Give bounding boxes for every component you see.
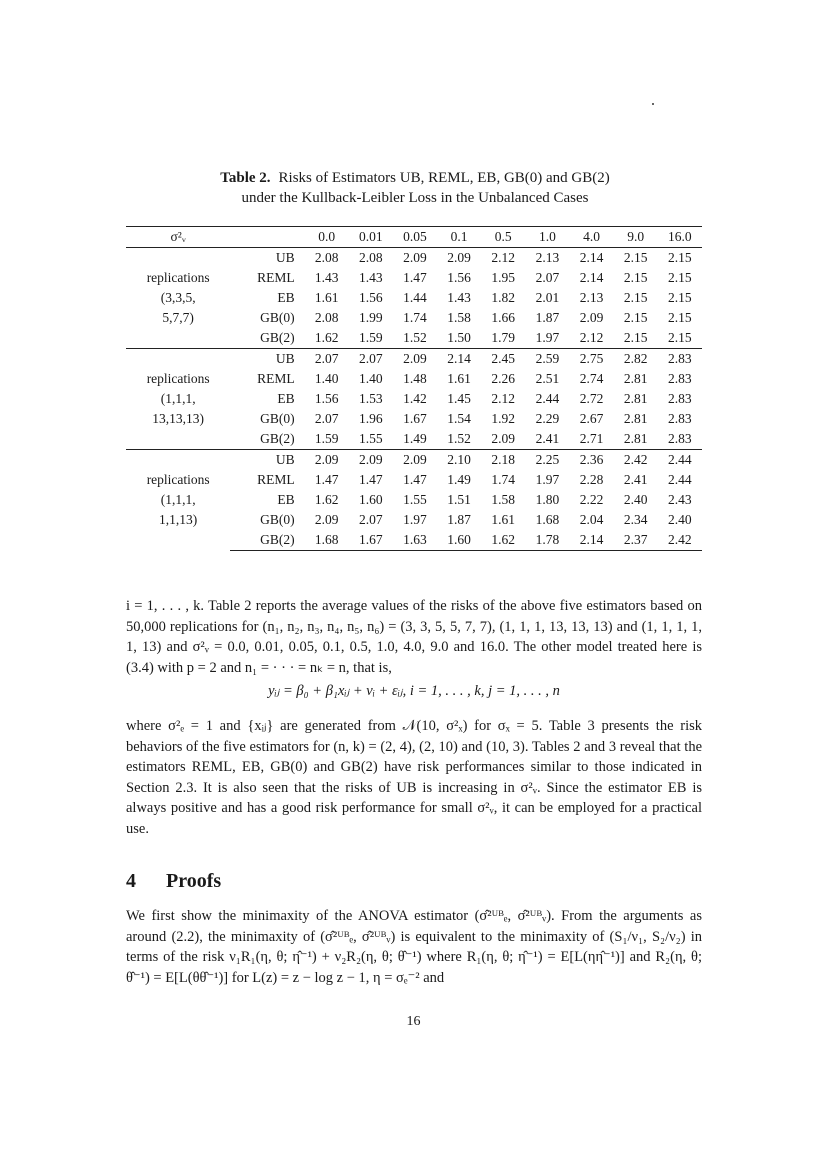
value-cell: 1.95	[491, 270, 516, 285]
group-label	[126, 450, 230, 551]
value-cell: 1.47	[359, 472, 383, 487]
value-cell: 2.25	[525, 450, 569, 471]
value-cell: 1.43	[359, 270, 383, 285]
value-cell: 1.56	[359, 290, 383, 305]
value-cell: 1.96	[359, 411, 383, 426]
value-cell: 2.07	[314, 411, 339, 426]
value-cell: 2.09	[393, 349, 437, 370]
value-cell: 2.15	[614, 248, 658, 269]
column-header: 0.01	[349, 227, 393, 248]
value-cell: 1.97	[403, 512, 427, 527]
model-equation: yᵢⱼ = β₀ + β₁xᵢⱼ + vᵢ + εᵢⱼ, i = 1, . . . , k, j = 1, . . . , n	[268, 683, 560, 699]
value-cell: 2.09	[314, 512, 339, 527]
value-cell: 2.83	[668, 411, 692, 426]
value-cell: 1.78	[525, 530, 569, 551]
value-cell: 2.22	[579, 492, 604, 507]
group-label	[126, 349, 230, 450]
value-cell: 2.29	[535, 411, 560, 426]
estimator-header	[230, 227, 304, 248]
table-row	[126, 349, 702, 370]
column-header: 1.0	[525, 227, 569, 248]
value-cell: 1.60	[437, 530, 481, 551]
value-cell: 1.62	[314, 330, 339, 345]
value-cell: 2.07	[535, 270, 560, 285]
value-cell: 2.13	[579, 290, 604, 305]
estimator-cell: GB(2)	[260, 431, 295, 446]
value-cell: 2.75	[569, 349, 613, 370]
value-cell: 2.36	[569, 450, 613, 471]
estimator-cell: UB	[230, 349, 304, 370]
column-header: 4.0	[569, 227, 613, 248]
value-cell: 2.59	[525, 349, 569, 370]
group-label-line: (1,1,1,	[160, 391, 196, 406]
value-cell: 2.44	[668, 472, 692, 487]
table-header-row	[126, 227, 702, 248]
column-header: 0.0	[305, 227, 349, 248]
estimator-cell: REML	[257, 371, 295, 386]
value-cell: 2.26	[491, 371, 516, 386]
value-cell: 1.56	[314, 391, 339, 406]
value-cell: 1.87	[535, 310, 560, 325]
value-cell: 2.15	[658, 248, 702, 269]
estimator-cell: UB	[230, 248, 304, 269]
group-label-line: 13,13,13)	[152, 411, 205, 426]
value-cell: 1.42	[403, 391, 427, 406]
caption-line-2: under the Kullback-Leibler Loss in the Unbalanced Cases	[241, 190, 589, 206]
group-label	[126, 248, 230, 349]
value-cell: 1.51	[447, 492, 471, 507]
paragraph-1: i = 1, . . . , k. Table 2 reports the average values of the risks of the above five estimators based on 50,000 replications for (n₁, n₂, n₃, n₄, n₅, n₆) = (3, 3, 5, 5, 7, 7), (1, 1, 1, 13, 13, 13) and (1, 1, 1, 1, 1, 13) and σ²ᵥ = 0.0, 0.01, 0.05, 0.1, 0.5, 1.0, 4.0, 9.0 and 16.0. The other model treated here is (3.4) with p = 2 and n₁ = · · · = nₖ = n, that is,	[126, 598, 702, 676]
paragraph-2: where σ²ₑ = 1 and {xᵢⱼ} are generated from 𝒩(10, σ²ₓ) for σₓ = 5. Table 3 presents the risk behaviors of the five estimators for (n, k) = (2, 4), (2, 10) and (10, 3). Tables 2 and 3 reveal that the estimators REML, EB, GB(0) and GB(2) have risk performances similar to those indicated in Section 2.3. It is also seen that the risks of UB is increasing in σ²ᵥ. Since the estimator EB is always positive and has a good risk performance for small σ²ᵥ, it can be employed for a practical use.	[126, 718, 702, 837]
estimator-cell: GB(2)	[260, 330, 295, 345]
value-cell: 2.12	[491, 391, 516, 406]
value-cell: 2.15	[668, 270, 692, 285]
value-cell: 2.41	[535, 431, 560, 446]
value-cell: 1.61	[447, 371, 471, 386]
estimator-cell: EB	[277, 391, 295, 406]
value-cell: 1.40	[314, 371, 339, 386]
value-cell: 1.61	[491, 512, 516, 527]
value-cell: 1.52	[403, 330, 427, 345]
value-cell: 2.81	[623, 411, 648, 426]
value-cell: 1.47	[403, 472, 427, 487]
value-cell: 2.81	[623, 391, 648, 406]
group-label-line: 1,1,13)	[159, 512, 198, 528]
value-cell: 2.44	[535, 391, 560, 406]
value-cell: 2.34	[623, 512, 648, 527]
value-cell: 2.10	[437, 450, 481, 471]
value-cell: 1.63	[393, 530, 437, 551]
table-row	[126, 450, 702, 471]
value-cell: 1.99	[359, 310, 383, 325]
value-cell: 2.14	[579, 270, 604, 285]
value-cell: 1.49	[403, 431, 427, 446]
value-cell: 2.09	[349, 450, 393, 471]
table-row	[126, 248, 702, 269]
estimator-cell: UB	[230, 450, 304, 471]
value-cell: 1.68	[535, 512, 560, 527]
value-cell: 2.15	[623, 330, 648, 345]
value-cell: 1.40	[359, 371, 383, 386]
section-number: 4	[126, 870, 136, 892]
value-cell: 2.09	[579, 310, 604, 325]
value-cell: 1.43	[447, 290, 471, 305]
estimator-cell: GB(0)	[260, 512, 295, 527]
value-cell: 1.55	[403, 492, 427, 507]
value-cell: 2.09	[393, 248, 437, 269]
value-cell: 2.15	[623, 270, 648, 285]
caption-line-1: Risks of Estimators UB, REML, EB, GB(0) and GB(2)	[278, 170, 610, 186]
value-cell: 1.50	[447, 330, 471, 345]
value-cell: 2.14	[437, 349, 481, 370]
value-cell: 2.45	[481, 349, 525, 370]
value-cell: 2.09	[437, 248, 481, 269]
value-cell: 1.62	[481, 530, 525, 551]
value-cell: 2.08	[314, 310, 339, 325]
value-cell: 1.74	[403, 310, 427, 325]
value-cell: 2.40	[623, 492, 648, 507]
value-cell: 2.04	[579, 512, 604, 527]
value-cell: 2.12	[481, 248, 525, 269]
value-cell: 1.53	[359, 391, 383, 406]
group-label-line: replications	[146, 270, 210, 285]
value-cell: 2.12	[579, 330, 604, 345]
risk-table	[126, 226, 702, 551]
value-cell: 1.44	[403, 290, 427, 305]
value-cell: 2.08	[349, 248, 393, 269]
value-cell: 1.47	[314, 472, 339, 487]
value-cell: 1.67	[403, 411, 427, 426]
value-cell: 1.45	[447, 391, 471, 406]
value-cell: 1.92	[491, 411, 516, 426]
value-cell: 2.82	[614, 349, 658, 370]
estimator-cell: REML	[257, 472, 295, 487]
value-cell: 2.09	[491, 431, 516, 446]
section-title: Proofs	[166, 870, 222, 892]
value-cell: 2.74	[579, 371, 604, 386]
value-cell: 1.56	[447, 270, 471, 285]
value-cell: 2.83	[668, 371, 692, 386]
value-cell: 1.52	[447, 431, 471, 446]
value-cell: 2.07	[349, 349, 393, 370]
estimator-cell: EB	[277, 290, 295, 305]
value-cell: 2.28	[579, 472, 604, 487]
group-label-line: (1,1,1,	[160, 492, 196, 508]
value-cell: 1.54	[447, 411, 471, 426]
value-cell: 2.15	[623, 310, 648, 325]
value-cell: 2.42	[614, 450, 658, 471]
estimator-cell: GB(2)	[230, 530, 304, 551]
value-cell: 2.15	[668, 330, 692, 345]
value-cell: 2.67	[579, 411, 604, 426]
estimator-cell: GB(0)	[260, 411, 295, 426]
stray-mark	[652, 103, 654, 105]
value-cell: 2.51	[535, 371, 560, 386]
value-cell: 1.49	[447, 472, 471, 487]
value-cell: 2.44	[658, 450, 702, 471]
group-label-line: 5,7,7)	[162, 310, 194, 325]
value-cell: 1.61	[314, 290, 339, 305]
value-cell: 2.71	[579, 431, 604, 446]
value-cell: 2.18	[481, 450, 525, 471]
column-header: 16.0	[658, 227, 702, 248]
column-header: 0.5	[481, 227, 525, 248]
value-cell: 1.60	[359, 492, 383, 507]
value-cell: 2.83	[668, 431, 692, 446]
value-cell: 1.82	[491, 290, 516, 305]
group-label-line: (3,3,5,	[160, 290, 196, 305]
value-cell: 1.97	[535, 472, 560, 487]
value-cell: 2.81	[623, 431, 648, 446]
value-cell: 2.01	[535, 290, 560, 305]
table-body	[126, 248, 702, 551]
value-cell: 1.97	[535, 330, 560, 345]
column-header: 0.05	[393, 227, 437, 248]
value-cell: 1.47	[403, 270, 427, 285]
value-cell: 1.68	[305, 530, 349, 551]
estimator-cell: REML	[257, 270, 295, 285]
value-cell: 2.13	[525, 248, 569, 269]
estimator-cell: GB(0)	[260, 310, 295, 325]
value-cell: 1.87	[447, 512, 471, 527]
value-cell: 1.58	[447, 310, 471, 325]
paragraph-3: We first show the minimaxity of the ANOVA estimator (σ̂²ᵁᴮₑ, σ̂²ᵁᴮᵥ). From the arguments as around (2.2), the minimaxity of (σ̂²ᵁᴮₑ, σ̂²ᵁᴮᵥ) is equivalent to the minimaxity of (S₁/ν₁, S₂/ν₂) in terms of the risk ν₁R₁(η, θ; η̂⁻¹) + ν₂R₂(η, θ; θ̂⁻¹) where R₁(η, θ; η̂⁻¹) = E[L(ηη̂⁻¹)] and R₂(η, θ; θ̂⁻¹) = E[L(θθ̂⁻¹)] for L(z) = z − log z − 1, η = σₑ⁻² and	[126, 908, 702, 986]
estimator-cell: EB	[277, 492, 295, 507]
value-cell: 2.42	[658, 530, 702, 551]
section-heading	[126, 870, 221, 893]
value-cell: 1.80	[535, 492, 560, 507]
value-cell: 1.79	[491, 330, 516, 345]
value-cell: 2.40	[668, 512, 692, 527]
value-cell: 2.14	[569, 248, 613, 269]
value-cell: 2.41	[623, 472, 648, 487]
value-cell: 1.48	[403, 371, 427, 386]
value-cell: 2.72	[579, 391, 604, 406]
corner-header: σ²ᵥ	[126, 227, 230, 248]
value-cell: 2.08	[305, 248, 349, 269]
value-cell: 2.37	[614, 530, 658, 551]
table-label: Table 2.	[220, 170, 271, 186]
group-label-line: replications	[146, 472, 210, 488]
value-cell: 2.07	[305, 349, 349, 370]
value-cell: 2.09	[305, 450, 349, 471]
value-cell: 1.55	[359, 431, 383, 446]
value-cell: 1.62	[314, 492, 339, 507]
column-header: 9.0	[614, 227, 658, 248]
value-cell: 1.67	[349, 530, 393, 551]
value-cell: 2.15	[668, 310, 692, 325]
column-header: 0.1	[437, 227, 481, 248]
value-cell: 1.58	[491, 492, 516, 507]
value-cell: 2.15	[668, 290, 692, 305]
value-cell: 1.74	[491, 472, 516, 487]
value-cell: 1.66	[491, 310, 516, 325]
value-cell: 2.81	[623, 371, 648, 386]
value-cell: 2.43	[668, 492, 692, 507]
group-label-line: replications	[146, 371, 210, 386]
value-cell: 1.43	[314, 270, 339, 285]
page-number: 16	[406, 1014, 421, 1029]
value-cell: 2.15	[623, 290, 648, 305]
value-cell: 2.09	[393, 450, 437, 471]
value-cell: 1.59	[314, 431, 339, 446]
value-cell: 2.14	[569, 530, 613, 551]
value-cell: 2.07	[359, 512, 383, 527]
value-cell: 2.83	[668, 391, 692, 406]
value-cell: 1.59	[359, 330, 383, 345]
table-caption	[120, 168, 710, 208]
value-cell: 2.83	[658, 349, 702, 370]
